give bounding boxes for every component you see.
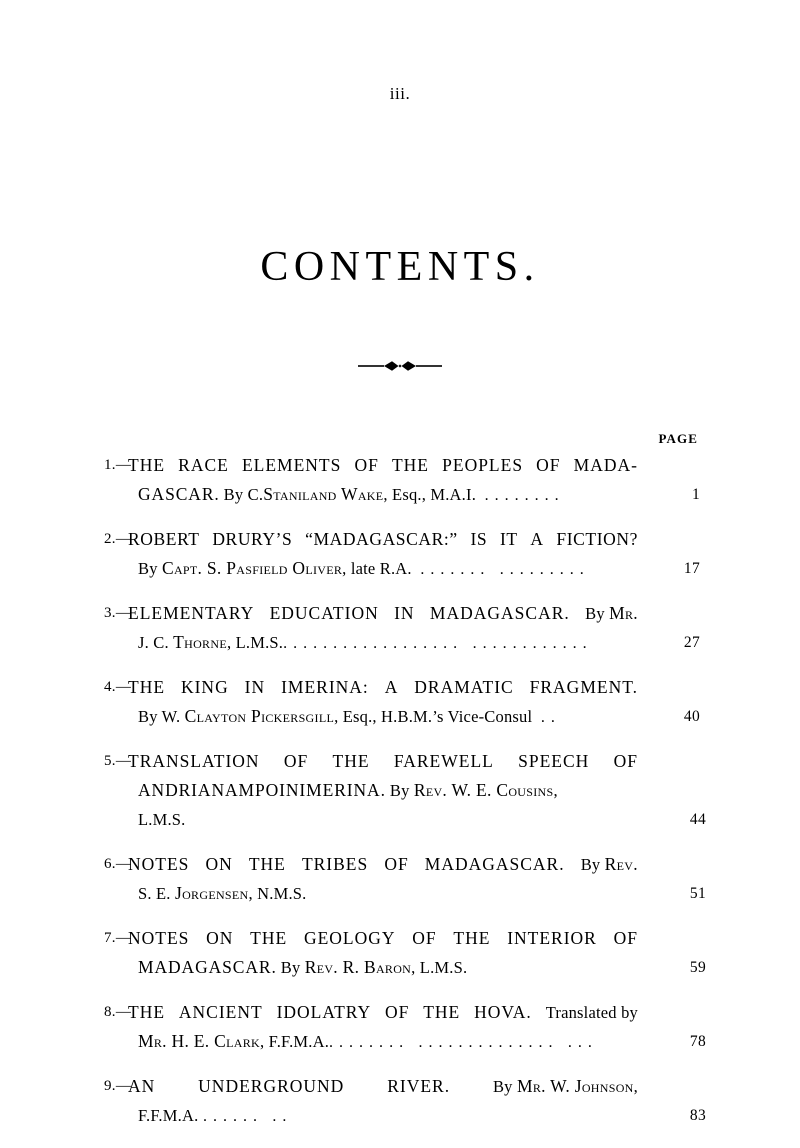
byline-suffix: , Esq., H.B.M.’s Vice-Consul [334,707,533,726]
title-continuation: GASCAR. [138,484,220,504]
title-word: MADA- [573,455,638,475]
entry-number: 6.— [104,856,132,872]
page-column-header: PAGE [658,431,698,446]
title-word: PEOPLES [442,455,524,475]
byline-suffix: , N.M.S. [248,884,307,903]
title-word: FAREWELL [393,751,494,771]
byline-prefix: J. C. [138,633,174,652]
page-title: CONTENTS. [260,244,540,290]
entry-number: 1.— [104,457,132,473]
title-word: OF [412,928,437,948]
author-name: Rev. W. E. Cousins [413,780,554,800]
entry-number: 5.— [104,753,132,769]
title-continuation: ANDRIANAMPOINIMERINA. [138,780,386,800]
byline-suffix: , [553,781,558,800]
title-word: AN [128,1076,156,1096]
title-word: FRAGMENT. [529,677,638,697]
title-word: HOVA. [474,1002,532,1022]
byline-suffix: , L.M.S. [411,958,468,977]
title-word: KING [180,677,229,697]
byline-suffix: , F.F.M.A. [259,1032,330,1051]
title-word: TRIBES [301,854,369,874]
title-word: IT [499,529,518,549]
title-word: ELEMENTS [241,455,342,475]
title-word: ON [206,928,234,948]
byline-prefix: By [389,781,414,800]
byline-prefix: Translated by [545,1003,638,1022]
author-name: Rev. [604,854,638,874]
title-word: THE [423,1002,461,1022]
toc-entry[interactable] [104,451,700,509]
toc-entry[interactable] [104,924,706,982]
affiliation: L.M.S. [138,810,186,829]
byline-suffix: , Esq., M.A.I. [383,485,477,504]
title-word: MADAGASCAR. [429,603,570,623]
author-name: Thorne [173,632,227,652]
byline-prefix: By [585,604,610,623]
title-word: THE [128,455,166,475]
title-word: IMERINA: [281,677,369,697]
page-number: 59 [689,959,706,976]
title-word: OF [536,455,561,475]
title-word: MADAGASCAR. [424,854,565,874]
title-word: RACE [178,455,229,475]
author-name: Mr. H. E. Clark [138,1031,260,1051]
dot-leaders: . . . . . . . . . . . . . . . . [415,561,586,578]
dot-leaders: . . [536,709,557,726]
title-word: THE [453,928,491,948]
title-word: IN [244,677,266,697]
title-word: OF [613,928,638,948]
entry-number: 9.— [104,1078,132,1094]
title-word: A [530,529,544,549]
title-word: OF [354,455,379,475]
author-name: Clayton Pickersgill [184,706,335,726]
title-word: OF [283,751,309,771]
folio-number: iii. [389,84,411,103]
byline-prefix: By [580,855,605,874]
page-number: 78 [689,1033,706,1050]
title-word: THE [250,928,288,948]
byline-prefix: By [280,958,305,977]
title-word: ANCIENT [178,1002,263,1022]
page-number: 40 [683,708,700,725]
title-word: EDUCATION [269,603,379,623]
title-word: NOTES [128,928,190,948]
title-word: IDOLATRY [276,1002,372,1022]
toc-entry[interactable] [104,525,700,583]
byline-prefix: By [492,1077,517,1096]
title-word: NOTES [128,854,190,874]
title-word: THE [128,1002,166,1022]
byline-suffix: , late R.A. [342,559,412,578]
dot-leaders: . . . . . . . . . . . . . . . . . . . . . . . . . . . . . . [283,635,589,652]
title-word: OF [613,751,638,771]
byline-suffix: , [633,1077,638,1096]
title-word: SPEECH [518,751,590,771]
bowtie-divider-ornament [0,356,800,376]
author-name: Staniland Wake [263,484,384,504]
title-word: INTERIOR [507,928,597,948]
title-word: A [384,677,399,697]
title-word: OF [384,854,409,874]
byline-prefix: By W. [138,707,185,726]
entry-number: 2.— [104,531,132,547]
title-word: DRAMATIC [414,677,514,697]
byline-prefix: By C. [223,485,264,504]
title-word: IS [470,529,488,549]
byline-prefix: By [138,559,162,578]
page-number: 44 [689,811,706,828]
dot-leaders: . . . . . . . . . . . . . . . . . . . . . . . . . [329,1034,594,1051]
author-name: Capt. S. Pasfield Oliver [161,558,343,578]
page-number: 51 [689,885,706,902]
title-word: ELEMENTARY [128,603,255,623]
author-name: Mr. [609,603,638,623]
title-word: DRURY’S [212,529,293,549]
title-word: FICTION? [556,529,638,549]
title-word: GEOLOGY [303,928,396,948]
byline-suffix: , L.M.S. [226,633,284,652]
author-name: Rev. R. Baron [304,957,412,977]
title-word: IN [394,603,415,623]
title-word: OF [384,1002,410,1022]
author-name: Jorgensen [174,883,249,903]
title-word: THE [248,854,286,874]
title-word: ON [205,854,233,874]
table-of-contents [104,431,706,1146]
toc-entry[interactable] [104,747,706,834]
dot-leaders: . . . . . . . . [480,487,561,504]
dot-leaders: . . . . . . . . [198,1108,288,1125]
toc-entry[interactable] [104,599,700,657]
byline-prefix: S. E. [138,884,175,903]
page-number: 1 [691,486,700,503]
title-word: THE [332,751,370,771]
page-number: 27 [683,634,700,651]
entry-number: 8.— [104,1004,132,1020]
entry-number: 4.— [104,679,132,695]
title-word: THE [128,677,166,697]
title-word: ROBERT [128,529,200,549]
title-word: “MADAGASCAR:” [305,529,458,549]
toc-entry[interactable] [104,998,706,1056]
entry-number: 3.— [104,605,132,621]
title-word: THE [391,455,430,475]
title-word: TRANSLATION [128,751,260,771]
toc-entry[interactable] [104,673,700,731]
title-continuation: MADAGASCAR. [138,957,277,977]
title-word: RIVER. [387,1076,451,1096]
page-number: 83 [689,1107,706,1124]
page-number: 17 [683,560,700,577]
author-name: Mr. W. Johnson [516,1076,634,1096]
toc-entry[interactable] [104,850,706,908]
affiliation: F.F.M.A. [138,1106,199,1125]
entry-number: 7.— [104,930,132,946]
toc-entry[interactable] [104,1072,706,1130]
title-word: UNDERGROUND [198,1076,345,1096]
